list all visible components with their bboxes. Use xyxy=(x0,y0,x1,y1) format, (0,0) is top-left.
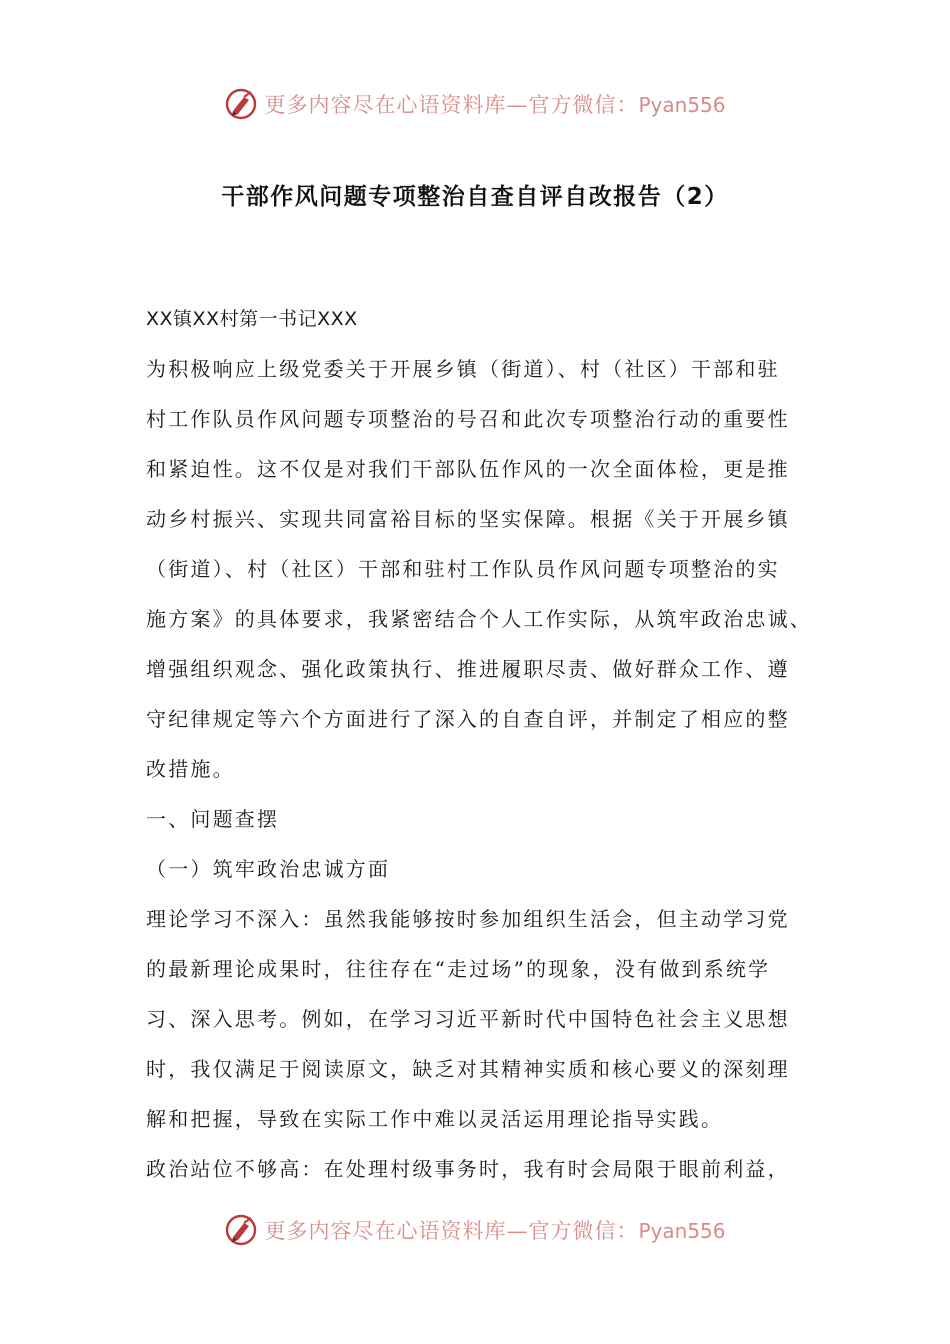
text-line: 习、深入思考。例如，在学习习近平新时代中国特色社会主义思想 xyxy=(146,1007,790,1031)
pen-nib-logo-icon xyxy=(224,87,258,121)
text-line: 施方案》的具体要求，我紧密结合个人工作实际，从筑牢政治忠诚、 xyxy=(146,607,812,631)
text-line: 增强组织观念、强化政策执行、推进履职尽责、做好群众工作、遵 xyxy=(146,657,790,681)
text-line: 政治站位不够高：在处理村级事务时，我有时会局限于眼前利益， xyxy=(146,1157,790,1181)
watermark-text xyxy=(264,1215,725,1245)
watermark-prefix: 更多内容尽在心语资料库—官方微信： xyxy=(264,1219,639,1243)
pen-nib-logo-icon xyxy=(224,1213,258,1247)
text-line: 时，我仅满足于阅读原文，缺乏对其精神实质和核心要义的深刻理 xyxy=(146,1057,790,1081)
watermark-text xyxy=(264,89,725,119)
document-title: 干部作风问题专项整治自查自评自改报告（2） xyxy=(221,184,729,210)
text-line: 和紧迫性。这不仅是对我们干部队伍作风的一次全面体检，更是推 xyxy=(146,457,790,481)
text-line: 改措施。 xyxy=(146,757,235,781)
text-line: 村工作队员作风问题专项整治的号召和此次专项整治行动的重要性 xyxy=(146,407,790,431)
section-heading: 一、问题查摆 xyxy=(146,807,280,831)
author-line: XX镇XX村第一书记XXX xyxy=(146,308,358,330)
text-line: （街道）、村（社区）干部和驻村工作队员作风问题专项整治的实 xyxy=(146,557,780,581)
watermark-footer xyxy=(0,1208,950,1252)
text-line: 为积极响应上级党委关于开展乡镇（街道）、村（社区）干部和驻 xyxy=(146,357,780,381)
document-body xyxy=(146,294,814,1194)
watermark-prefix: 更多内容尽在心语资料库—官方微信： xyxy=(264,93,639,117)
text-line: 解和把握，导致在实际工作中难以灵活运用理论指导实践。 xyxy=(146,1107,724,1131)
text-line: 理论学习不深入：虽然我能够按时参加组织生活会，但主动学习党 xyxy=(146,907,790,931)
watermark-handle: Pyan556 xyxy=(638,1219,726,1243)
text-line: 守纪律规定等六个方面进行了深入的自查自评，并制定了相应的整 xyxy=(146,707,790,731)
watermark-handle: Pyan556 xyxy=(638,93,726,117)
text-line: 动乡村振兴、实现共同富裕目标的坚实保障。根据《关于开展乡镇 xyxy=(146,507,790,531)
subsection-heading: （一）筑牢政治忠诚方面 xyxy=(146,857,391,881)
text-line: 的最新理论成果时，往往存在“走过场”的现象，没有做到系统学 xyxy=(146,957,771,981)
watermark-header xyxy=(0,82,950,126)
